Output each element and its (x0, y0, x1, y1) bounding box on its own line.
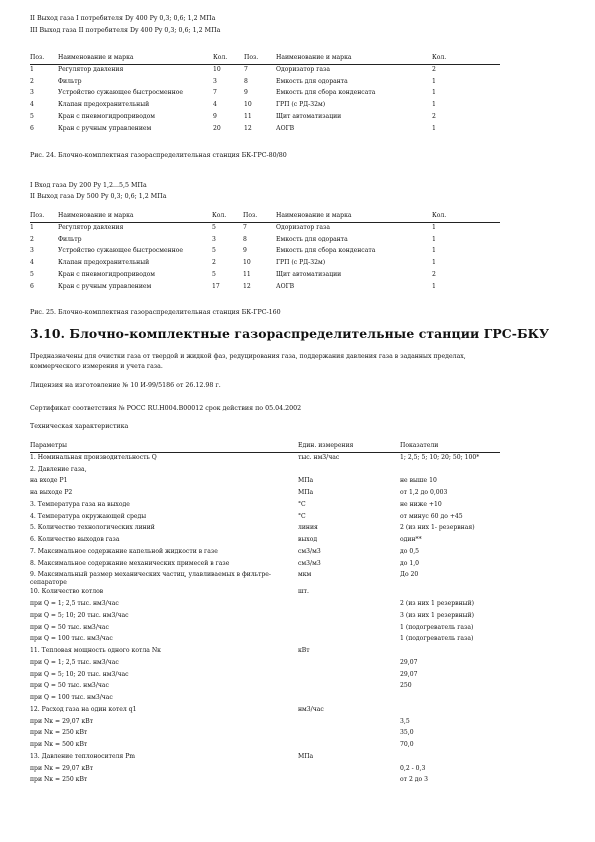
table-row (30, 125, 570, 137)
spec-param: 6. Количество выходов газа (30, 536, 120, 543)
spec-param: 2. Давление газа, (30, 465, 87, 473)
cell: Емкость для сбора конденсата (276, 89, 376, 97)
cell: 2 (432, 65, 436, 73)
inlet-line-2: II Выход газа I потребителя Dy 400 Py 0,3; 0,6; 1,2 МПа (30, 15, 216, 22)
cell: 5 (30, 270, 34, 278)
spec-param: 12. Расход газа на один котел q1 (30, 705, 137, 713)
cell: 5 (212, 270, 216, 278)
cell: Щит автоматизации (276, 112, 342, 120)
spec-unit: МПа (298, 477, 314, 485)
cell: 3 (213, 77, 217, 85)
cell: 6 (30, 124, 34, 132)
cell: Емкость для одоранта (276, 235, 348, 243)
cell: 3 (212, 235, 216, 243)
table-row (30, 101, 570, 113)
spec-param: при Q = 100 тыс. нм3/час (30, 694, 113, 701)
spec-row (30, 560, 570, 572)
spec-unit: шт. (298, 588, 309, 596)
table-row (30, 224, 570, 236)
cell: Щит автоматизации (276, 270, 342, 278)
header-pos: Поз. (243, 212, 258, 219)
cell: 17 (212, 282, 220, 290)
table-row (30, 113, 570, 125)
spec-param: при Nк = 29,07 кВт (30, 764, 94, 772)
spec-unit: линия (298, 524, 318, 532)
cell: 10 (213, 65, 221, 73)
spec-value: от 2 до 3 (400, 776, 429, 784)
spec-value: 29,07 (400, 670, 418, 678)
cell: 9 (213, 112, 217, 120)
spec-row (30, 454, 570, 466)
spec-value: 70,0 (400, 741, 414, 748)
spec-param: 3. Температура газа на выходе (30, 500, 130, 508)
cell: 2 (212, 259, 216, 267)
figure-caption-24: Рис. 24. Блочно-комплектная газораспределительная станция БК-ГРС-80/80 (30, 152, 287, 159)
inlet-line-3: III Выход газа II потребителя Dy 400 Py 0,3; 0,6; 1,2 МПа (30, 27, 221, 34)
spec-row (30, 671, 570, 683)
table-row (30, 271, 570, 283)
cell: 3 (30, 89, 34, 97)
spec-param: 4. Температура окружающей среды (30, 512, 147, 520)
cell: 2 (432, 112, 436, 120)
spec-param: 7. Максимальное содержание капельной жидкости в газе (30, 547, 218, 555)
spec-value: не ниже +10 (400, 500, 442, 508)
spec-value: не выше 10 (400, 477, 437, 485)
purpose-paragraph (30, 352, 570, 372)
spec-value: 2 (из них 1 резервный) (400, 600, 474, 607)
spec-unit: МПа (298, 489, 314, 496)
spec-param: 9. Максимальный размер механических частиц, улавливаемых в фильтре-сепараторе (30, 571, 271, 586)
cell: 9 (244, 89, 248, 97)
spec-unit: см3/м3 (298, 559, 321, 567)
spec-row (30, 718, 570, 730)
spec-row (30, 612, 570, 624)
spec-param: при Nк = 250 кВт (30, 729, 88, 737)
section-heading: 3.10. Блочно-комплектные газораспределительные станции ГРС-БКУ (30, 326, 550, 341)
spec-value: До 20 (400, 571, 419, 579)
spec-header-value: Показатели (400, 442, 439, 449)
cell: 1 (432, 77, 436, 85)
table-row (30, 66, 570, 78)
table-row (30, 247, 570, 259)
certificate-text: Сертификат соответствия № РОСС RU.H004.B00012 срок действия по 05.04.2002 (30, 405, 302, 412)
spec-value: 1 (подогреватель газа) (400, 623, 474, 631)
spec-param: при Q = 5; 10; 20 тыс. нм3/час (30, 611, 129, 619)
header-pos: Поз. (30, 54, 45, 61)
cell: Кран с ручным управлением (58, 124, 152, 132)
spec-row (30, 571, 570, 588)
spec-value: 0,2 - 0,3 (400, 764, 426, 772)
spec-row (30, 635, 570, 647)
cell: 1 (432, 89, 436, 97)
spec-unit: мкм (298, 571, 312, 579)
cell: 1 (432, 101, 436, 109)
cell: 12 (243, 282, 251, 290)
table-header (30, 54, 570, 66)
legend-table-1 (30, 54, 570, 137)
cell: 11 (243, 270, 251, 278)
cell: 4 (213, 101, 217, 109)
spec-unit: нм3/час (298, 705, 324, 713)
cell: Регулятор давления (58, 65, 124, 73)
spec-row (30, 753, 570, 765)
cell: ГРП (с РД-32м) (276, 259, 326, 267)
spec-param: на выходе P2 (30, 489, 73, 496)
spec-row (30, 776, 570, 788)
cell: 10 (243, 259, 251, 267)
cell: 1 (30, 223, 34, 231)
spec-rows (30, 454, 570, 788)
spec-row (30, 682, 570, 694)
spec-value: до 1,0 (400, 559, 420, 567)
spec-param: при Q = 100 тыс. нм3/час (30, 635, 113, 643)
spec-param: при Nк = 250 кВт (30, 776, 88, 784)
table-row (30, 78, 570, 90)
cell: 10 (244, 101, 252, 109)
cell: Емкость для одоранта (276, 77, 348, 85)
header-qty: Кол. (212, 212, 227, 219)
inlet-line-1: I Вход газа Dy 200 Py 1,2...5,5 МПа (30, 182, 147, 189)
spec-value: 2 (из них 1- резервная) (400, 524, 475, 532)
cell: Кран с пневмогидроприводом (58, 270, 156, 278)
paragraph-line: коммерческого измерения и учета газа. (30, 363, 163, 370)
spec-row (30, 548, 570, 560)
spec-row (30, 706, 570, 718)
cell: 5 (212, 223, 216, 231)
cell: Кран с ручным управлением (58, 282, 152, 290)
figure-caption-25: Рис. 25. Блочно-комплектная газораспределительная станция БК-ГРС-160 (30, 309, 281, 316)
header-qty: Кол. (432, 212, 447, 219)
spec-unit: °С (298, 500, 306, 508)
cell: ГРП (с РД-32м) (276, 101, 326, 109)
spec-header-param: Параметры (30, 442, 67, 449)
spec-row (30, 536, 570, 548)
spec-row (30, 588, 570, 600)
spec-unit: выход (298, 536, 318, 543)
table-row (30, 236, 570, 248)
spec-row (30, 513, 570, 525)
spec-value: 1 (подогреватель газа) (400, 635, 474, 643)
cell: Клапан предохранительный (58, 259, 150, 267)
cell: Регулятор давления (58, 223, 124, 231)
cell: 2 (432, 270, 436, 278)
cell: Одоризатор газа (276, 223, 330, 231)
header-name: Наименование и марка (58, 54, 134, 61)
spec-header (30, 442, 570, 454)
spec-param: при Q = 1; 2,5 тыс. нм3/час (30, 600, 119, 607)
spec-param: при Q = 5; 10; 20 тыс. нм3/час (30, 670, 129, 678)
spec-value: до 0,5 (400, 547, 420, 555)
spec-row (30, 501, 570, 513)
spec-header-unit: Един. измерения (298, 442, 354, 449)
cell: 2 (30, 235, 34, 243)
spec-row (30, 765, 570, 777)
cell: АОГВ (276, 124, 295, 132)
spec-value: 1; 2,5; 5; 10; 20; 50; 100* (400, 453, 480, 461)
cell: 12 (244, 124, 252, 132)
spec-value: от 1,2 до 0,003 (400, 489, 448, 496)
cell: 2 (30, 77, 34, 85)
spec-row (30, 489, 570, 501)
cell: 7 (213, 89, 217, 97)
header-name: Наименование и марка (276, 54, 352, 61)
cell: 1 (432, 259, 436, 267)
spec-value: 35,0 (400, 729, 414, 737)
header-pos: Поз. (30, 212, 45, 219)
spec-table (30, 442, 570, 788)
cell: 11 (244, 112, 252, 120)
spec-row (30, 741, 570, 753)
table-header (30, 212, 570, 224)
cell: 6 (30, 282, 34, 290)
spec-row (30, 659, 570, 671)
cell: Устройство сужающее быстросменное (58, 247, 184, 255)
spec-param: 11. Тепловая мощность одного котла Nк (30, 647, 161, 654)
spec-param: 13. Давление теплоносителя Pm (30, 752, 136, 760)
spec-row (30, 729, 570, 741)
cell: 1 (432, 223, 436, 231)
cell: 9 (243, 247, 247, 255)
cell: 1 (30, 65, 34, 73)
spec-param: при Q = 50 тыс. нм3/час (30, 682, 109, 690)
outlet-line-2: II Выход газа Dy 500 Py 0,3; 0,6; 1,2 МПа (30, 193, 167, 200)
cell: 7 (244, 65, 248, 73)
spec-param: 8. Максимальное содержание механических примесей в газе (30, 559, 230, 567)
spec-param: при Q = 1; 2,5 тыс. нм3/час (30, 658, 119, 666)
header-qty: Кол. (432, 54, 447, 61)
cell: 5 (30, 112, 34, 120)
tech-specs-title: Техническая характеристика (30, 423, 129, 430)
cell: 4 (30, 259, 34, 267)
table-row (30, 89, 570, 101)
header-pos: Поз. (244, 54, 259, 61)
cell: Клапан предохранительный (58, 101, 150, 109)
cell: Одоризатор газа (276, 65, 330, 73)
spec-param: на входе P1 (30, 477, 68, 485)
spec-unit: МПа (298, 752, 314, 760)
spec-row (30, 524, 570, 536)
spec-row (30, 600, 570, 612)
spec-value: 250 (400, 682, 412, 690)
cell: Устройство сужающее быстросменное (58, 89, 184, 97)
table-row (30, 283, 570, 295)
spec-unit: кВт (298, 647, 310, 654)
table-row (30, 259, 570, 271)
spec-unit: тыс. нм3/час (298, 453, 340, 461)
spec-row (30, 647, 570, 659)
spec-param: 5. Количество технологических линий (30, 524, 155, 532)
cell: АОГВ (276, 282, 295, 290)
cell: 7 (243, 223, 247, 231)
spec-unit: °С (298, 512, 306, 520)
cell: 3 (30, 247, 34, 255)
spec-value: 3,5 (400, 717, 410, 725)
spec-unit: см3/м3 (298, 547, 321, 555)
cell: 20 (213, 124, 221, 132)
spec-param: при Q = 50 тыс. нм3/час (30, 623, 109, 631)
spec-param: 1. Номинальная производительность Q (30, 453, 157, 461)
spec-row (30, 694, 570, 706)
cell: 1 (432, 247, 436, 255)
header-qty: Кол. (213, 54, 228, 61)
cell: 1 (432, 124, 436, 132)
cell: 5 (212, 247, 216, 255)
cell: Фильтр (58, 77, 82, 85)
spec-param: при Nк = 29,07 кВт (30, 717, 94, 725)
cell: 8 (243, 235, 247, 243)
spec-value: один** (400, 536, 422, 543)
cell: 4 (30, 101, 34, 109)
legend-table-2 (30, 212, 570, 295)
cell: Кран с пневмогидроприводом (58, 112, 156, 120)
paragraph-line: Предназначены для очистки газа от твердой и жидкой фаз, редуцирования газа, поддержания давления газа в заданных пределах, (30, 353, 466, 360)
spec-param: при Nк = 500 кВт (30, 741, 88, 748)
spec-value: 3 (из них 1 резервный) (400, 611, 474, 619)
cell: 1 (432, 235, 436, 243)
cell: 1 (432, 282, 436, 290)
cell: Фильтр (58, 235, 82, 243)
spec-row (30, 477, 570, 489)
spec-row (30, 466, 570, 478)
spec-value: от минус 60 до +45 (400, 512, 463, 520)
header-name: Наименование и марка (58, 212, 134, 219)
cell: Емкость для сбора конденсата (276, 247, 376, 255)
spec-row (30, 624, 570, 636)
license-text: Лицензия на изготовление № 10 И-99/5186 от 26.12.98 г. (30, 382, 221, 389)
cell: 8 (244, 77, 248, 85)
spec-value: 29,07 (400, 658, 418, 666)
header-name: Наименование и марка (276, 212, 352, 219)
spec-param: 10. Количество котлов (30, 588, 104, 596)
